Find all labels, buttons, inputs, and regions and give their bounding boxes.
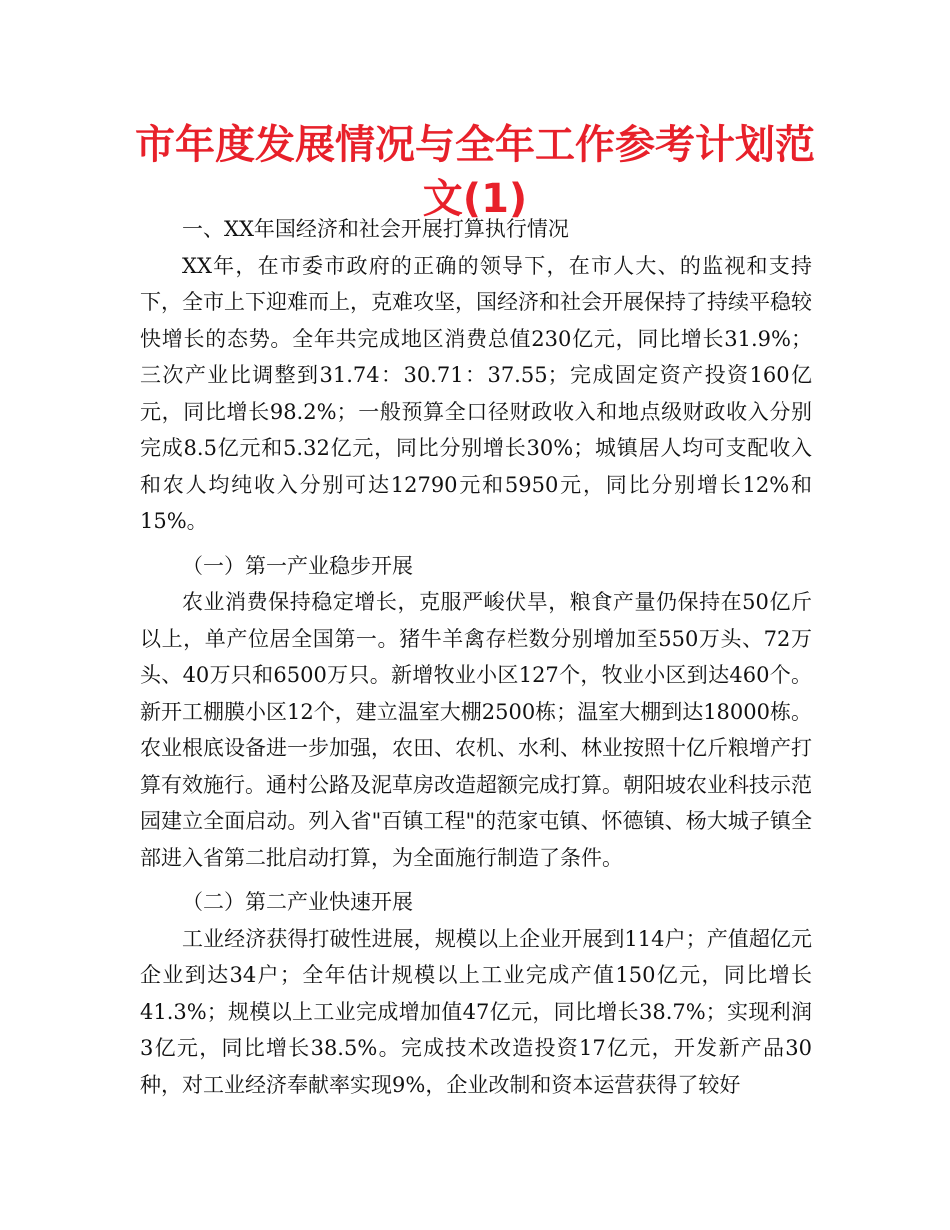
subsection-1-paragraph: 农业消费保持稳定增长，克服严峻伏旱，粮食产量仍保持在50亿斤以上，单产位居全国第一。猪牛羊禽存栏数分别增加至550万头、72万头、40万只和6500万只。新增牧业小区127个，牧业小区到达460个。新开工棚膜小区12个，建立温室大棚2500栋；温室大棚到达18000栋。农业根底设备进一步加强，农田、农机、水利、林业按照十亿斤粮增产打算有效施行。通村公路及泥草房改造超额完成打算。朝阳坡农业科技示范园建立全面启动。列入省"百镇工程"的范家屯镇、怀德镇、杨大城子镇全部进入省第二批启动打算，为全面施行制造了条件。 xyxy=(140,590,812,870)
subsection-2-heading: （二）第二产业快速开展 xyxy=(182,890,413,914)
document-body xyxy=(140,211,812,1103)
paragraph-gap xyxy=(140,540,812,548)
subsection-1-heading: （一）第一产业稳步开展 xyxy=(182,553,413,578)
section-heading: 一、XX年国经济和社会开展打算执行情况 xyxy=(182,217,569,241)
paragraph-gap xyxy=(140,876,812,884)
document-title: 市年度发展情况与全年工作参考计划范文(1) xyxy=(135,122,815,222)
subsection-2-paragraph: 工业经济获得打破性进展，规模以上企业开展到114户；产值超亿元企业到达34户；全年估计规模以上工业完成产值150亿元，同比增长41.3%；规模以上工业完成增加值47亿元，同比增长38.7%；实现利润3亿元，同比增长38.5%。完成技术改造投资17亿元，开发新产品30种，对工业经济奉献率实现9%，企业改制和资本运营获得了较好 xyxy=(140,926,812,1097)
intro-paragraph: XX年，在市委市政府的正确的领导下，在市人大、的监视和支持下，全市上下迎难而上，克难攻坚，国经济和社会开展保持了持续平稳较快增长的态势。全年共完成地区消费总值230亿元，同比增长31.9%；三次产业比调整到31.74：30.71：37.55；完成固定资产投资160亿元，同比增长98.2%；一般预算全口径财政收入和地点级财政收入分别完成8.5亿元和5.32亿元，同比分别增长30%；城镇居人均可支配收入和农人均纯收入分别可达12790元和5950元，同比分别增长12%和15%。 xyxy=(140,253,812,533)
